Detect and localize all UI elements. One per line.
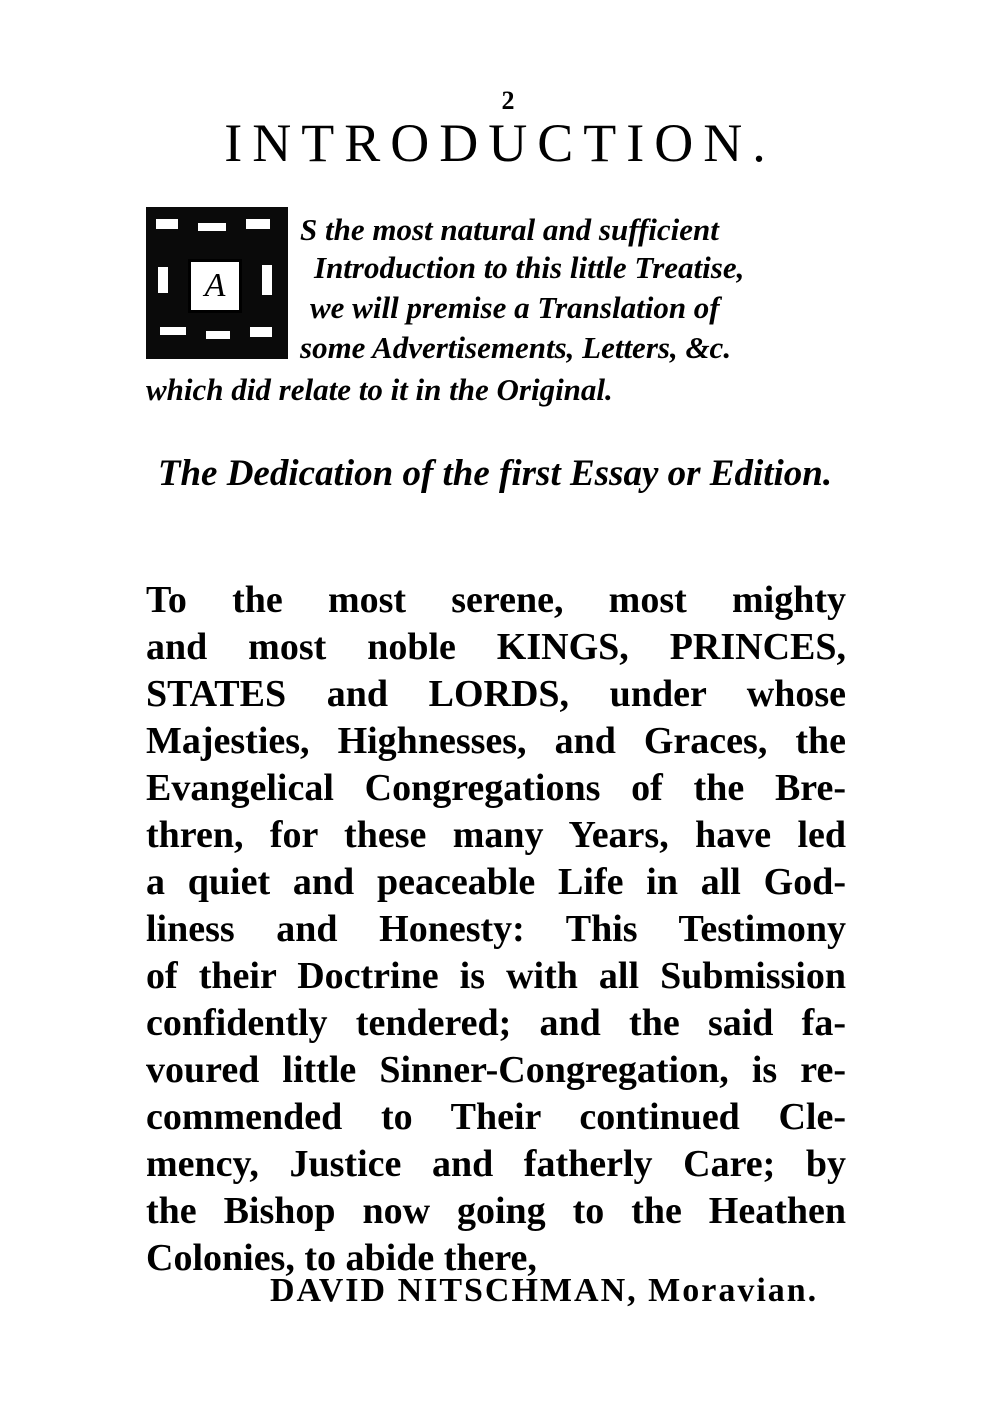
body-line: Colonies, to abide there,: [146, 1237, 537, 1279]
page-title: INTRODUCTION.: [224, 113, 776, 173]
body-line: a quiet and peaceable Life in all God-: [146, 861, 846, 903]
body-line: of their Doctrine is with all Submission: [146, 955, 846, 997]
intro-line: which did relate to it in the Original.: [146, 372, 613, 407]
body-line: mency, Justice and fatherly Care; by: [146, 1143, 846, 1185]
dedication-title: The Dedication of the first Essay or Edition.: [157, 453, 833, 494]
body-line: the Bishop now going to the Heathen: [146, 1190, 846, 1232]
body-line: thren, for these many Years, have led: [146, 814, 846, 856]
body-line: voured little Sinner-Congregation, is re-: [146, 1049, 846, 1091]
body-line: Majesties, Highnesses, and Graces, the: [146, 720, 846, 762]
intro-line: Introduction to this little Treatise,: [314, 250, 745, 285]
body-line: STATES and LORDS, under whose: [146, 673, 846, 715]
drop-cap-ornament: [146, 207, 288, 359]
body-line: To the most serene, most mighty: [146, 579, 846, 621]
page-number: 2: [501, 86, 515, 115]
intro-line: S the most natural and sufficient: [300, 212, 719, 247]
drop-cap-letter: A: [188, 259, 242, 313]
body-line: commended to Their continued Cle-: [146, 1096, 846, 1138]
body-line: confidently tendered; and the said fa-: [146, 1002, 846, 1044]
intro-line: we will premise a Translation of: [310, 290, 720, 325]
body-line: Evangelical Congregations of the Bre-: [146, 767, 846, 809]
body-line: liness and Honesty: This Testimony: [146, 908, 846, 950]
signature: DAVID NITSCHMAN, Moravian.: [270, 1272, 819, 1309]
intro-line: some Advertisements, Letters, &c.: [300, 330, 732, 365]
body-line: and most noble KINGS, PRINCES,: [146, 626, 846, 668]
